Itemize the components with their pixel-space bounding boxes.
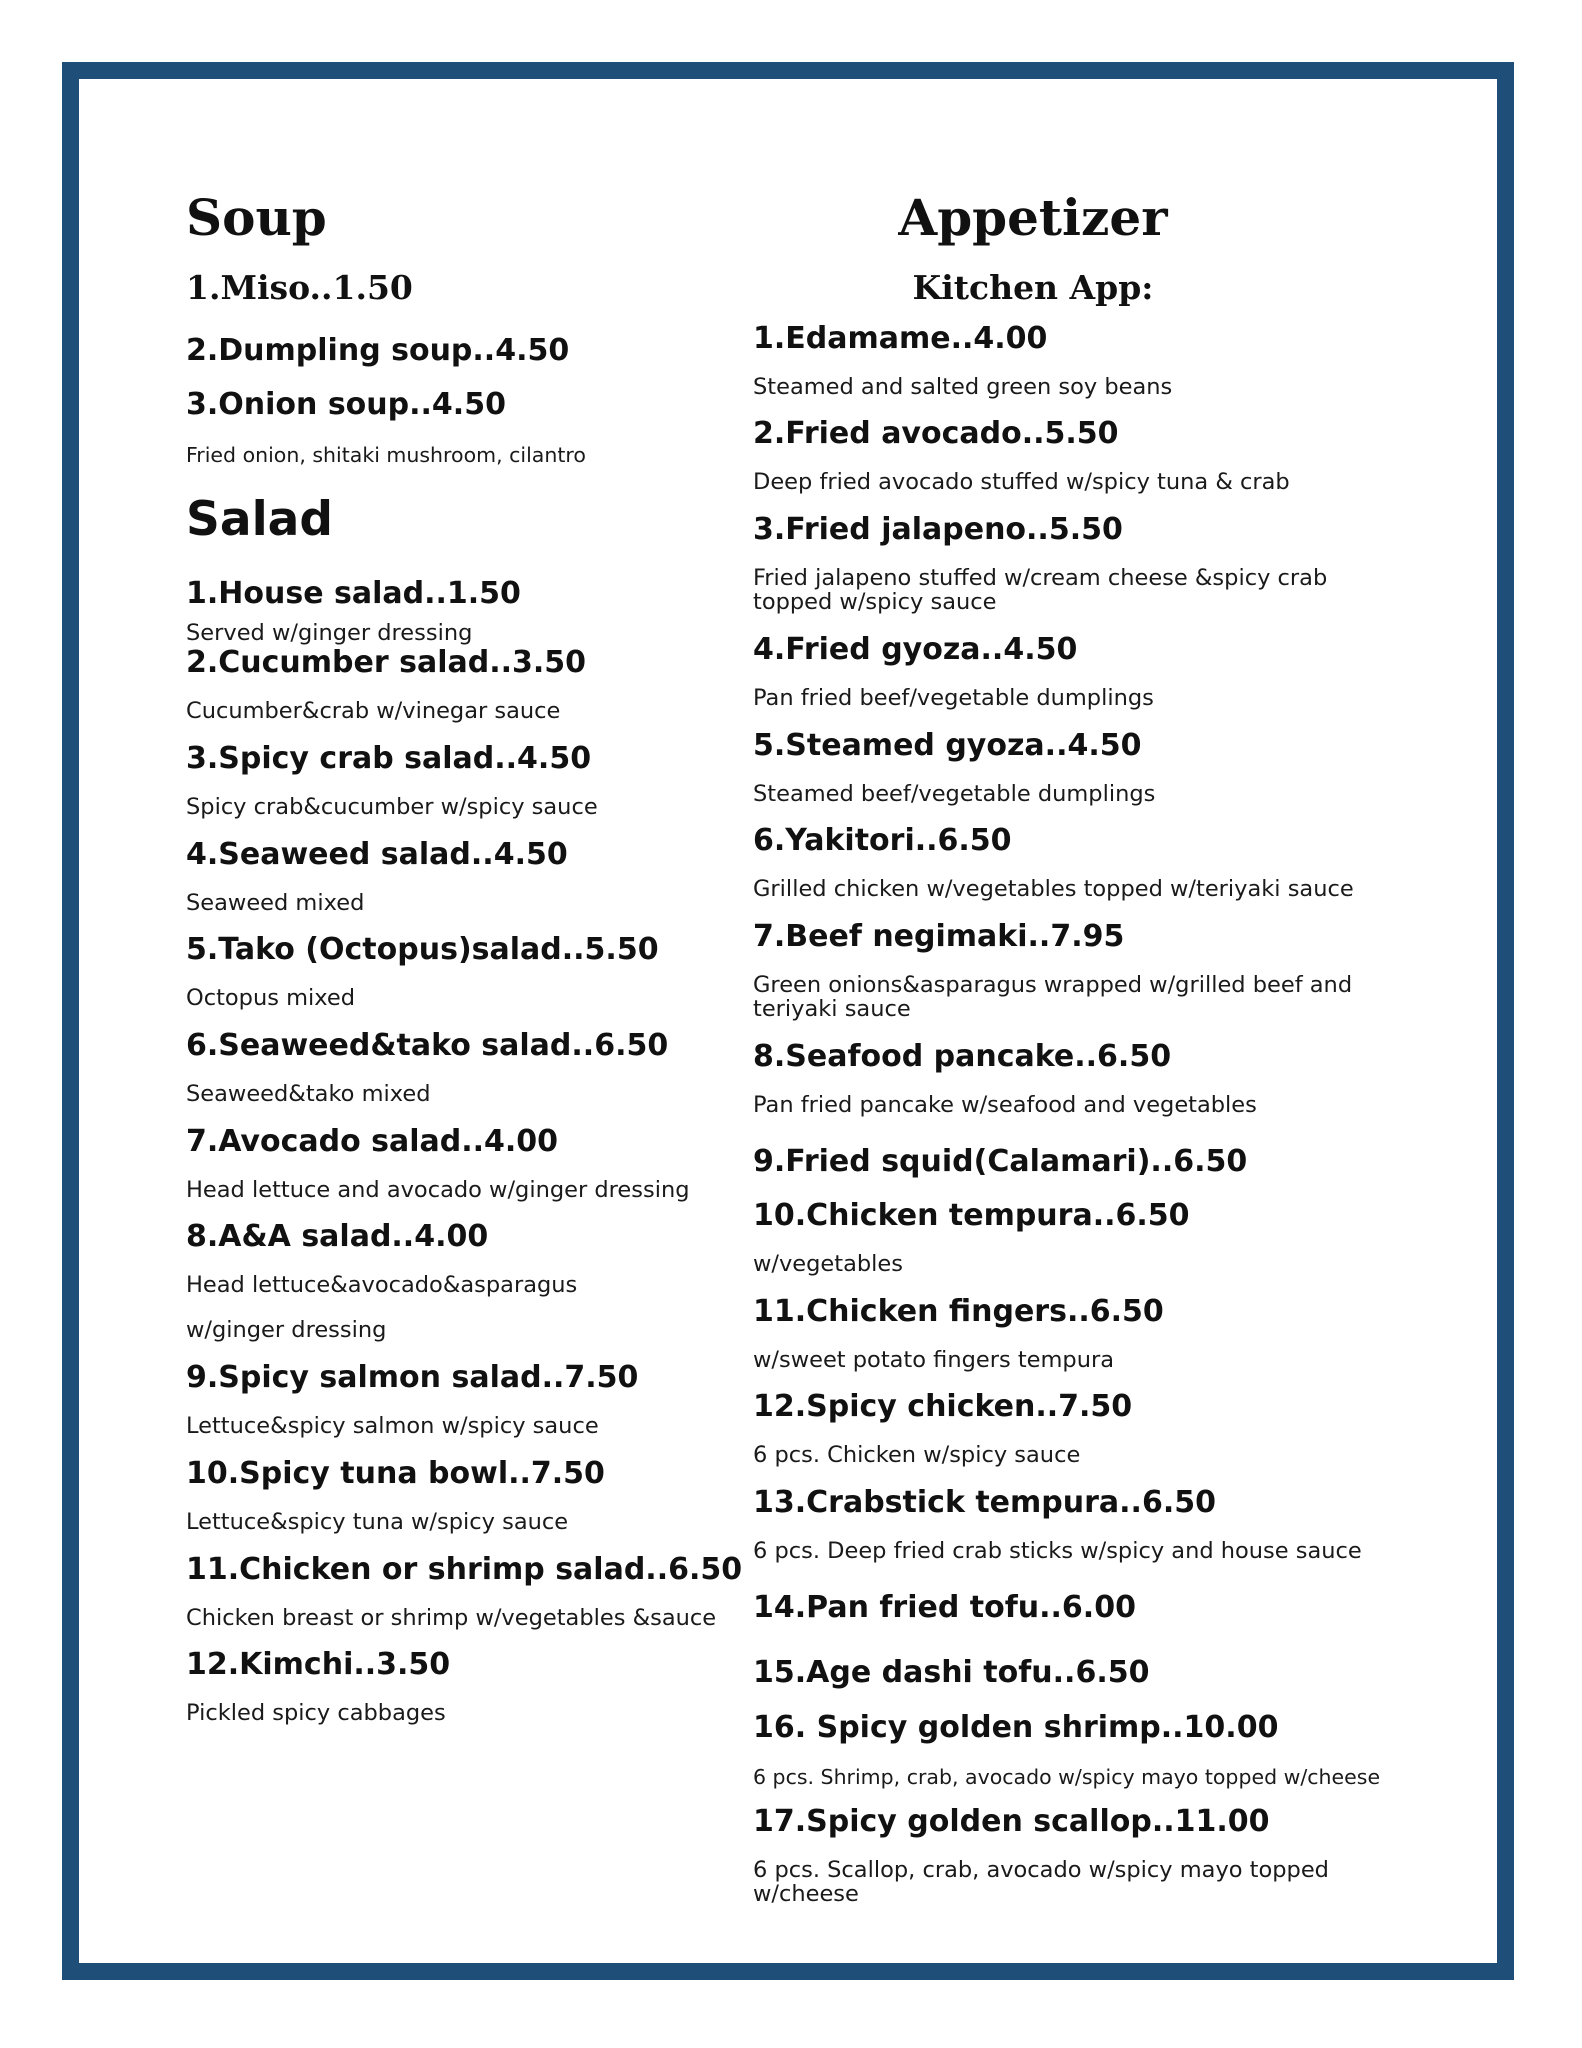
menu-item-description: Lettuce&spicy tuna w/spicy sauce: [186, 1509, 569, 1535]
menu-item-name: 5.Tako (Octopus)salad..5.50: [186, 932, 659, 967]
menu-item-name: 13.Crabstick tempura..6.50: [753, 1485, 1216, 1520]
menu-item-description: 6 pcs. Chicken w/spicy sauce: [753, 1442, 1081, 1468]
menu-item-name: 17.Spicy golden scallop..11.00: [753, 1804, 1270, 1839]
soup-heading: Soup: [186, 188, 327, 247]
menu-item-description: Pickled spicy cabbages: [186, 1700, 446, 1726]
menu-item-name: 6.Seaweed&tako salad..6.50: [186, 1028, 669, 1063]
menu-item-name: 16. Spicy golden shrimp..10.00: [753, 1710, 1279, 1745]
menu-item-description: Deep fried avocado stuffed w/spicy tuna & crab: [753, 469, 1290, 495]
menu-item-description: 6 pcs. Shrimp, crab, avocado w/spicy mayo topped w/cheese: [753, 1765, 1381, 1789]
menu-item-description: Fried jalapeno stuffed w/cream cheese &spicy crab: [753, 565, 1328, 591]
menu-item-description: Steamed beef/vegetable dumplings: [753, 781, 1156, 807]
menu-item-description: Octopus mixed: [186, 985, 356, 1011]
menu-item-name: 4.Seaweed salad..4.50: [186, 837, 568, 872]
menu-item-description: Cucumber&crab w/vinegar sauce: [186, 698, 561, 724]
menu-item-name: 6.Yakitori..6.50: [753, 823, 1012, 858]
menu-item-description: w/vegetables: [753, 1251, 903, 1277]
menu-item-description: Pan fried pancake w/seafood and vegetables: [753, 1092, 1257, 1118]
kitchen-app-subheading: Kitchen App:: [912, 268, 1154, 307]
menu-item-name: 9.Spicy salmon salad..7.50: [186, 1360, 639, 1395]
menu-item-description: 6 pcs. Deep fried crab sticks w/spicy and house sauce: [753, 1538, 1362, 1564]
menu-item-name: 3.Fried jalapeno..5.50: [753, 512, 1123, 547]
menu-item-description: Lettuce&spicy salmon w/spicy sauce: [186, 1413, 599, 1439]
menu-item-name: 7.Beef negimaki..7.95: [753, 919, 1125, 954]
menu-item-description: teriyaki sauce: [753, 996, 911, 1022]
appetizer-heading: Appetizer: [898, 188, 1168, 247]
menu-item-description: Pan fried beef/vegetable dumplings: [753, 685, 1154, 711]
menu-item-name: 8.A&A salad..4.00: [186, 1219, 489, 1254]
menu-item-name: 2.Fried avocado..5.50: [753, 416, 1119, 451]
menu-item-name: 7.Avocado salad..4.00: [186, 1124, 559, 1159]
menu-item-name: 5.Steamed gyoza..4.50: [753, 728, 1142, 763]
menu-item-name: 1.Edamame..4.00: [753, 321, 1048, 356]
menu-item-description: Seaweed&tako mixed: [186, 1081, 431, 1107]
menu-item-name: 3.Onion soup..4.50: [186, 387, 506, 422]
menu-item-name: 2.Cucumber salad..3.50: [186, 645, 587, 680]
menu-item-description: Seaweed mixed: [186, 890, 365, 916]
menu-item-name: 3.Spicy crab salad..4.50: [186, 741, 592, 776]
menu-item-description: Head lettuce&avocado&asparagus: [186, 1272, 578, 1298]
menu-item-name: 12.Kimchi..3.50: [186, 1647, 451, 1682]
menu-item-description: Head lettuce and avocado w/ginger dressing: [186, 1177, 690, 1203]
menu-item-name: 4.Fried gyoza..4.50: [753, 632, 1078, 667]
menu-item-name: 14.Pan fried tofu..6.00: [753, 1590, 1136, 1625]
salad-heading: Salad: [186, 492, 334, 547]
menu-item-name: 2.Dumpling soup..4.50: [186, 333, 570, 368]
menu-item-name: 10.Chicken tempura..6.50: [753, 1198, 1190, 1233]
menu-item-description: w/sweet potato fingers tempura: [753, 1347, 1115, 1373]
menu-item-name: 1.Miso..1.50: [186, 268, 413, 307]
menu-item-name: 10.Spicy tuna bowl..7.50: [186, 1456, 605, 1491]
menu-item-description: w/ginger dressing: [186, 1317, 387, 1343]
menu-item-description: Green onions&asparagus wrapped w/grilled beef and: [753, 972, 1353, 998]
menu-item-name: 11.Chicken fingers..6.50: [753, 1294, 1164, 1329]
menu-item-name: 8.Seafood pancake..6.50: [753, 1039, 1172, 1074]
menu-item-name: 11.Chicken or shrimp salad..6.50: [186, 1552, 743, 1587]
menu-item-description: topped w/spicy sauce: [753, 589, 997, 615]
menu-item-description: Spicy crab&cucumber w/spicy sauce: [186, 794, 598, 820]
menu-item-description: Grilled chicken w/vegetables topped w/teriyaki sauce: [753, 876, 1354, 902]
menu-item-description: Served w/ginger dressing: [186, 620, 473, 646]
menu-item-description: Steamed and salted green soy beans: [753, 374, 1173, 400]
menu-item-name: 12.Spicy chicken..7.50: [753, 1389, 1133, 1424]
menu-item-name: 15.Age dashi tofu..6.50: [753, 1655, 1150, 1690]
menu-item-name: 9.Fried squid(Calamari)..6.50: [753, 1144, 1248, 1179]
menu-item-description: w/cheese: [753, 1881, 859, 1907]
menu-item-description: Fried onion, shitaki mushroom, cilantro: [186, 443, 586, 467]
menu-item-name: 1.House salad..1.50: [186, 576, 521, 611]
menu-item-description: Chicken breast or shrimp w/vegetables &sauce: [186, 1605, 717, 1631]
menu-item-description: 6 pcs. Scallop, crab, avocado w/spicy mayo topped: [753, 1857, 1329, 1883]
